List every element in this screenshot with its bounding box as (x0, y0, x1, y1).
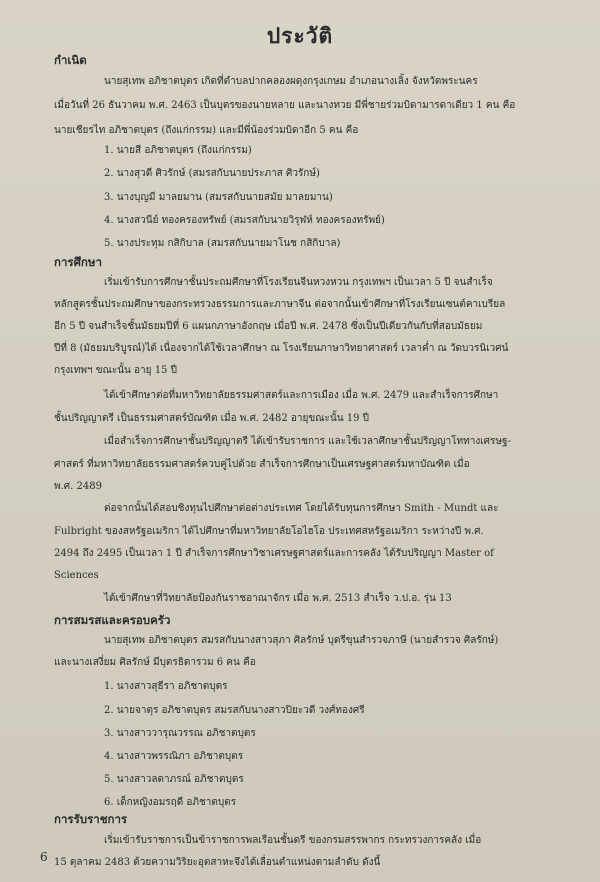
paragraph-line: ศาสตร์ ที่มหาวิทยาลัยธรรมศาสตร์ควบคู่ไปด้วย สำเร็จการศึกษาเป็นเศรษฐศาสตร์มหาบัณฑิต เมื่อ (54, 459, 470, 470)
paragraph-line: Fulbright ของสหรัฐอเมริกา ได้ไปศึกษาที่มหาวิทยาลัยโอไฮโอ ประเทศสหรัฐอเมริกา ระหว่างปี พ.ศ. (54, 526, 484, 537)
page-title: ประวัติ (266, 23, 334, 48)
sibling-item: 1. นายสี อภิชาตบุตร (ถึงแก่กรรม) (104, 145, 252, 156)
sibling-item: 4. นางสวนีย์ ทองครองทรัพย์ (สมรสกับนายวิรุฬห์ ทองครองทรัพย์) (104, 215, 385, 226)
child-item: 5. นางสาวลดาภรณ์ อภิชาตบุตร (104, 774, 244, 785)
sibling-item: 5. นางประทุม กสิกิบาล (สมรสกับนายมาโนช กสิกิบาล) (104, 238, 341, 249)
section-heading-family: การสมรสและครอบครัว (54, 613, 171, 627)
page-number: 6 (40, 850, 48, 864)
child-item: 2. นายจาตุร อภิชาตบุตร สมรสกับนางสาวปิยะวดี วงศ์ทองศรี (104, 705, 365, 716)
paragraph-line: ชั้นปริญญาตรี เป็นธรรมศาสตร์บัณฑิต เมื่อ พ.ศ. 2482 อายุขณะนั้น 19 ปี (54, 413, 369, 424)
paragraph-line: กรุงเทพฯ ขณะนั้น อายุ 15 ปี (54, 365, 177, 376)
section-heading-birth: กำเนิด (54, 53, 87, 67)
paragraph-line: เริ่มเข้ารับการศึกษาชั้นประถมศึกษาที่โรงเรียนจีนหวงหวน กรุงเทพฯ เป็นเวลา 5 ปี จนสำเร็จ (104, 277, 493, 288)
paragraph-line: เมื่อสำเร็จการศึกษาชั้นปริญญาตรี ได้เข้ารับราชการ และใช้เวลาศึกษาชั้นปริญญาโททางเศรษฐ- (104, 436, 511, 447)
paragraph-line: นายเชียรไท อภิชาตบุตร (ถึงแก่กรรม) และมีพี่น้องร่วมบิดาอีก 5 คน คือ (54, 125, 359, 136)
paragraph-line: ต่อจากนั้นได้สอบชิงทุนไปศึกษาต่อต่างประเทศ โดยได้รับทุนการศึกษา Smith - Mundt และ (104, 503, 499, 514)
paragraph-line: และนางเสงี่ยม ศิลรักษ์ มีบุตรธิดารวม 6 คน คือ (54, 657, 256, 668)
paragraph-line: นายสุเทพ อภิชาตบุตร เกิดที่ตำบลปากคลองผดุงกรุงเกษม อำเภอนางเลิ้ง จังหวัดพระนคร (104, 76, 478, 87)
paragraph-line: เริ่มเข้ารับราชการเป็นข้าราชการพลเรือนชั้นตรี ของกรมสรรพากร กระทรวงการคลัง เมื่อ (104, 835, 482, 846)
paragraph-line: ได้เข้าศึกษาต่อที่มหาวิทยาลัยธรรมศาสตร์และการเมือง เมื่อ พ.ศ. 2479 และสำเร็จการศึกษา (104, 390, 499, 401)
paragraph-line: Sciences (54, 570, 99, 581)
sibling-item: 3. นางบุญมี มาลยมาน (สมรสกับนายสมัย มาลยมาน) (104, 192, 333, 203)
paragraph-line: 2494 ถึง 2495 เป็นเวลา 1 ปี สำเร็จการศึกษาวิชาเศรษฐศาสตร์และการคลัง ได้รับปริญญา Master of (54, 548, 494, 559)
paragraph-line: นายสุเทพ อภิชาตบุตร สมรสกับนางสาวสุภา ศิลรักษ์ บุตรีขุนสำรวจภาษี (นายสำรวจ ศิลรักษ์) (104, 635, 499, 646)
paragraph-line: อีก 5 ปี จนสำเร็จชั้นมัธยมปีที่ 6 แผนกภาษาอังกฤษ เมื่อปี พ.ศ. 2478 ซึ่งเป็นปีเดียวกันกับที่สอบมัธยม (54, 321, 483, 332)
child-item: 3. นางสาววารุณวรรณ อภิชาตบุตร (104, 728, 256, 739)
paragraph-line: ได้เข้าศึกษาที่วิทยาลัยป้องกันราชอาณาจักร เมื่อ พ.ศ. 2513 สำเร็จ ว.ป.อ. รุ่น 13 (104, 593, 452, 604)
section-heading-career: การรับราชการ (54, 812, 128, 826)
paragraph-line: 15 ตุลาคม 2483 ด้วยความวิริยะอุตสาหะจึงได้เลื่อนตำแหน่งตามลำดับ ดังนี้ (54, 857, 381, 868)
paragraph-line: เมื่อวันที่ 26 ธันวาคม พ.ศ. 2463 เป็นบุตรของนายหลาย และนางทวย มีพี่ชายร่วมบิดามารดาเดียว 1 คน คือ (54, 100, 516, 111)
paragraph-line: พ.ศ. 2489 (54, 481, 102, 492)
paragraph-line: ปีที่ 8 (มัธยมบริบูรณ์)ได้ เนื่องจากได้ใช้เวลาศึกษา ณ โรงเรียนภาษาวิทยาศาสตร์ เวลาค่ำ ณ วัดบวรนิเวศน์ (54, 343, 509, 354)
child-item: 1. นางสาวสุธีรา อภิชาตบุตร (104, 681, 228, 692)
section-heading-education: การศึกษา (54, 255, 102, 269)
paragraph-line: หลักสูตรชั้นประถมศึกษาของกระทรวงธรรมการและภาษาจีน ต่อจากนั้นเข้าศึกษาที่โรงเรียนเซนต์คาเบรียล (54, 299, 506, 310)
sibling-item: 2. นางสุวดี ศิวรักษ์ (สมรสกับนายประภาส ศิวรักษ์) (104, 168, 320, 179)
child-item: 4. นางสาวพรรณิภา อภิชาตบุตร (104, 751, 244, 762)
child-item: 6. เด็กหญิงอมรฤดี อภิชาตบุตร (104, 797, 237, 808)
